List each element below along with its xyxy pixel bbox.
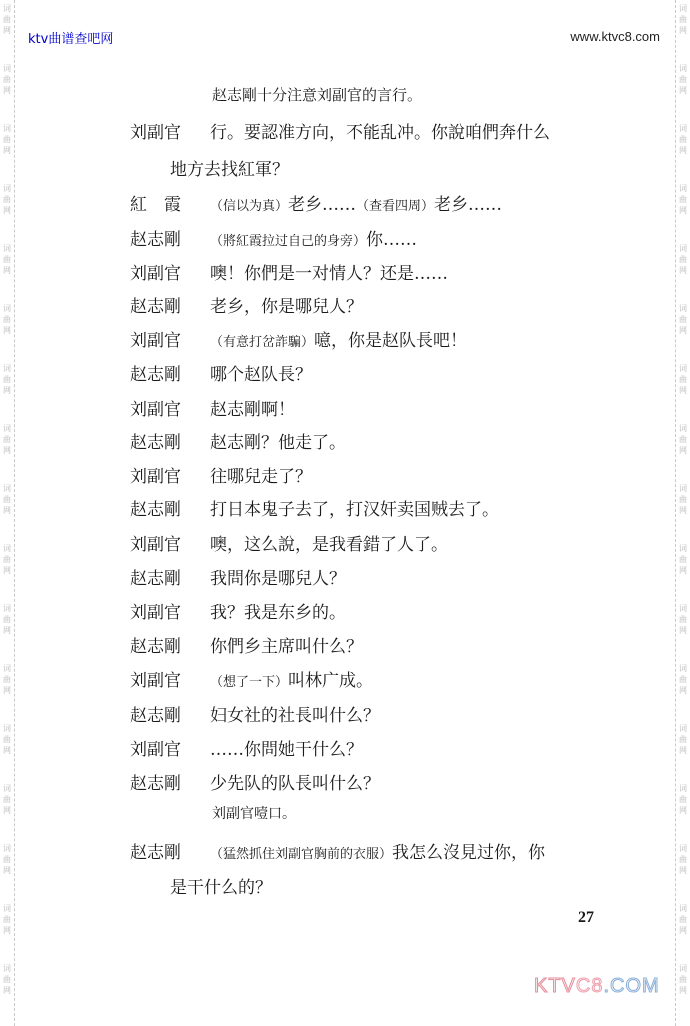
margin-tag: 曲 — [3, 195, 11, 204]
margin-tag: 网 — [679, 206, 687, 215]
margin-tag: 词 — [679, 964, 687, 973]
dialogue-line — [130, 838, 545, 863]
page-number: 27 — [578, 909, 594, 926]
margin-tag: 词 — [679, 64, 687, 73]
margin-tag: 词 — [3, 364, 11, 373]
margin-tag: 词 — [3, 4, 11, 13]
watermark-c8: C8 — [575, 975, 604, 997]
speaker-name: 赵志剛 — [130, 774, 181, 794]
margin-tag: 网 — [679, 566, 687, 575]
margin-tag: 词 — [3, 844, 11, 853]
dialogue-text: 噢，这么說，是我看錯了人了。 — [210, 535, 448, 555]
margin-tag: 词 — [3, 124, 11, 133]
margin-tag: 网 — [679, 686, 687, 695]
watermark-brand: KTV — [534, 975, 576, 997]
margin-tag: 网 — [679, 626, 687, 635]
dialogue-text: 老乡…… — [434, 195, 503, 215]
margin-tag: 网 — [679, 26, 687, 35]
dialogue-text: 我？我是东乡的。 — [210, 603, 346, 623]
margin-tag: 词 — [679, 664, 687, 673]
margin-tag: 网 — [3, 386, 11, 395]
margin-tag: 曲 — [679, 435, 687, 444]
dialogue-text: 你們乡主席叫什么？ — [210, 637, 363, 657]
margin-tag: 网 — [3, 926, 11, 935]
speaker-name: 赵志剛 — [130, 433, 181, 453]
margin-tag: 网 — [679, 146, 687, 155]
margin-tag: 网 — [679, 266, 687, 275]
dialogue-text: 打日本鬼子去了，打汉奸卖国贼去了。 — [210, 500, 499, 520]
margin-tag: 曲 — [3, 495, 11, 504]
dialogue-line — [130, 326, 467, 351]
margin-tag: 词 — [3, 604, 11, 613]
dialogue-text: 老乡…… — [288, 195, 357, 215]
speaker-name: 刘副官 — [130, 123, 181, 143]
margin-tag: 词 — [679, 124, 687, 133]
speaker-name: 刘副官 — [130, 603, 181, 623]
stage-direction: 赵志剛十分注意刘副官的言行。 — [212, 86, 423, 104]
dialogue-text: 往哪兒走了？ — [210, 467, 312, 487]
speaker-name: 赵志剛 — [130, 365, 181, 385]
stage-direction: （有意打岔詐騙） — [210, 335, 315, 350]
margin-tag: 网 — [679, 866, 687, 875]
margin-tag: 曲 — [3, 795, 11, 804]
margin-tag: 词 — [3, 424, 11, 433]
margin-tag: 曲 — [3, 15, 11, 24]
speaker-name: 刘副官 — [130, 467, 181, 487]
margin-tag: 网 — [679, 746, 687, 755]
margin-tag: 曲 — [3, 735, 11, 744]
dialogue-text: 少先队的队長叫什么？ — [210, 774, 380, 794]
margin-tag: 曲 — [679, 495, 687, 504]
margin-tag: 网 — [679, 806, 687, 815]
margin-tag: 曲 — [679, 555, 687, 564]
margin-tag: 网 — [679, 506, 687, 515]
dialogue-line — [130, 225, 417, 250]
margin-tag: 曲 — [679, 255, 687, 264]
dialogue-line — [130, 190, 502, 215]
margin-tag: 曲 — [679, 855, 687, 864]
dialogue-line — [130, 395, 295, 420]
dialogue-line — [130, 769, 380, 794]
margin-tag: 网 — [679, 446, 687, 455]
speaker-name: 刘副官 — [130, 740, 181, 760]
margin-tag: 曲 — [3, 75, 11, 84]
dialogue-text: 行。要認准方向，不能乱冲。你說咱們奔什么 — [210, 123, 550, 143]
margin-tag: 词 — [3, 304, 11, 313]
margin-tag: 词 — [3, 784, 11, 793]
margin-tag: 网 — [3, 986, 11, 995]
dialogue-line — [130, 530, 448, 555]
speaker-name: 赵志剛 — [130, 297, 181, 317]
margin-tag: 曲 — [3, 435, 11, 444]
margin-tag: 曲 — [3, 375, 11, 384]
margin-tag: 曲 — [679, 615, 687, 624]
speaker-name: 刘副官 — [130, 400, 181, 420]
margin-tag: 网 — [3, 566, 11, 575]
dialogue-text: 我怎么沒見过你，你 — [392, 843, 546, 863]
margin-tag: 词 — [3, 184, 11, 193]
dialogue-continuation: 地方去找紅軍？ — [170, 160, 289, 180]
speaker-name: 刘副官 — [130, 535, 181, 555]
margin-tag: 网 — [3, 146, 11, 155]
margin-tag: 网 — [679, 386, 687, 395]
watermark-domain: .COM — [603, 975, 660, 997]
stage-direction: （將紅霞拉过自己的身旁） — [210, 234, 367, 249]
margin-tag: 词 — [679, 604, 687, 613]
margin-tag: 曲 — [3, 975, 11, 984]
speaker-name: 赵志剛 — [130, 706, 181, 726]
margin-tag: 词 — [679, 484, 687, 493]
margin-tag: 网 — [679, 926, 687, 935]
margin-tag: 网 — [3, 806, 11, 815]
speaker-name: 赵志剛 — [130, 569, 181, 589]
margin-tag: 词 — [3, 244, 11, 253]
margin-tag: 网 — [3, 86, 11, 95]
stage-direction: （猛然抓住刘副官胸前的衣服） — [210, 847, 393, 862]
margin-tag: 曲 — [3, 135, 11, 144]
margin-tag: 曲 — [679, 915, 687, 924]
margin-tag: 网 — [3, 206, 11, 215]
margin-tag: 词 — [679, 544, 687, 553]
margin-tag: 曲 — [679, 375, 687, 384]
margin-tag: 曲 — [679, 195, 687, 204]
right-margin-strip — [675, 0, 690, 1026]
margin-tag: 曲 — [679, 795, 687, 804]
stage-direction: （想了一下） — [210, 675, 289, 690]
margin-tag: 曲 — [679, 975, 687, 984]
site-url[interactable]: www.ktvc8.com — [570, 29, 660, 44]
speaker-name: 赵志剛 — [130, 230, 181, 250]
margin-tag: 曲 — [3, 675, 11, 684]
speaker-name: 刘副官 — [130, 331, 181, 351]
margin-tag: 网 — [3, 626, 11, 635]
margin-tag: 词 — [3, 904, 11, 913]
speaker-name: 紅 霞 — [130, 195, 181, 215]
margin-tag: 曲 — [679, 675, 687, 684]
dialogue-line — [130, 360, 312, 385]
dialogue-line — [130, 495, 499, 520]
margin-tag: 网 — [3, 446, 11, 455]
margin-tag: 网 — [3, 266, 11, 275]
margin-tag: 词 — [3, 724, 11, 733]
margin-tag: 曲 — [679, 735, 687, 744]
dialogue-text: 妇女社的社長叫什么？ — [210, 706, 380, 726]
margin-tag: 词 — [3, 664, 11, 673]
dialogue-text: 叫林广成。 — [288, 671, 374, 691]
dialogue-line — [130, 462, 312, 487]
dialogue-line — [130, 259, 448, 284]
dialogue-line — [130, 292, 363, 317]
margin-tag: 曲 — [3, 255, 11, 264]
watermark-logo — [534, 975, 660, 998]
dialogue-line — [130, 598, 346, 623]
dialogue-text: 噢！你們是一对情人？还是…… — [210, 264, 448, 284]
margin-tag: 词 — [679, 424, 687, 433]
site-name[interactable]: ktv曲谱查吧网 — [28, 32, 114, 47]
dialogue-text: 哪个赵队長？ — [210, 365, 312, 385]
margin-tag: 网 — [3, 26, 11, 35]
margin-tag: 曲 — [679, 75, 687, 84]
margin-tag: 词 — [3, 544, 11, 553]
dialogue-text: 我問你是哪兒人？ — [210, 569, 346, 589]
dialogue-line — [130, 666, 373, 691]
margin-tag: 曲 — [3, 555, 11, 564]
dialogue-text: ……你問她干什么？ — [210, 740, 363, 760]
speaker-name: 赵志剛 — [130, 637, 181, 657]
speaker-name: 刘副官 — [130, 264, 181, 284]
margin-tag: 网 — [679, 326, 687, 335]
dialogue-line — [130, 735, 363, 760]
margin-tag: 网 — [3, 866, 11, 875]
margin-tag: 曲 — [679, 135, 687, 144]
margin-tag: 曲 — [3, 615, 11, 624]
margin-tag: 词 — [679, 364, 687, 373]
dialogue-line — [130, 564, 346, 589]
margin-tag: 曲 — [3, 855, 11, 864]
speaker-name: 赵志剛 — [130, 843, 181, 863]
dialogue-continuation: 是干什么的？ — [170, 878, 272, 898]
margin-tag: 词 — [679, 244, 687, 253]
margin-tag: 曲 — [679, 15, 687, 24]
dialogue-text: 赵志剛啊！ — [210, 400, 295, 420]
margin-tag: 曲 — [3, 915, 11, 924]
dialogue-line — [130, 118, 550, 143]
margin-tag: 词 — [679, 844, 687, 853]
margin-tag: 词 — [3, 484, 11, 493]
left-margin-strip — [0, 0, 15, 1026]
margin-tag: 网 — [3, 506, 11, 515]
stage-direction: （信以为真） — [210, 199, 289, 214]
margin-tag: 网 — [679, 986, 687, 995]
margin-tag: 网 — [3, 326, 11, 335]
margin-tag: 网 — [679, 86, 687, 95]
dialogue-line — [130, 701, 380, 726]
margin-tag: 词 — [679, 304, 687, 313]
margin-tag: 曲 — [679, 315, 687, 324]
dialogue-line — [130, 428, 346, 453]
dialogue-text: 老乡，你是哪兒人？ — [210, 297, 363, 317]
margin-tag: 词 — [679, 724, 687, 733]
margin-tag: 词 — [3, 64, 11, 73]
margin-tag: 词 — [679, 904, 687, 913]
speaker-name: 赵志剛 — [130, 500, 181, 520]
dialogue-line — [130, 632, 363, 657]
margin-tag: 词 — [679, 4, 687, 13]
dialogue-text: 你…… — [366, 230, 418, 250]
margin-tag: 词 — [679, 184, 687, 193]
margin-tag: 词 — [3, 964, 11, 973]
dialogue-text: 赵志剛？他走了。 — [210, 433, 346, 453]
margin-tag: 词 — [679, 784, 687, 793]
stage-direction: （查看四周） — [356, 199, 435, 214]
margin-tag: 网 — [3, 686, 11, 695]
stage-direction: 刘副官噎口。 — [212, 806, 296, 822]
margin-tag: 曲 — [3, 315, 11, 324]
dialogue-text: 噫，你是赵队長吧！ — [314, 331, 468, 351]
speaker-name: 刘副官 — [130, 671, 181, 691]
margin-tag: 网 — [3, 746, 11, 755]
